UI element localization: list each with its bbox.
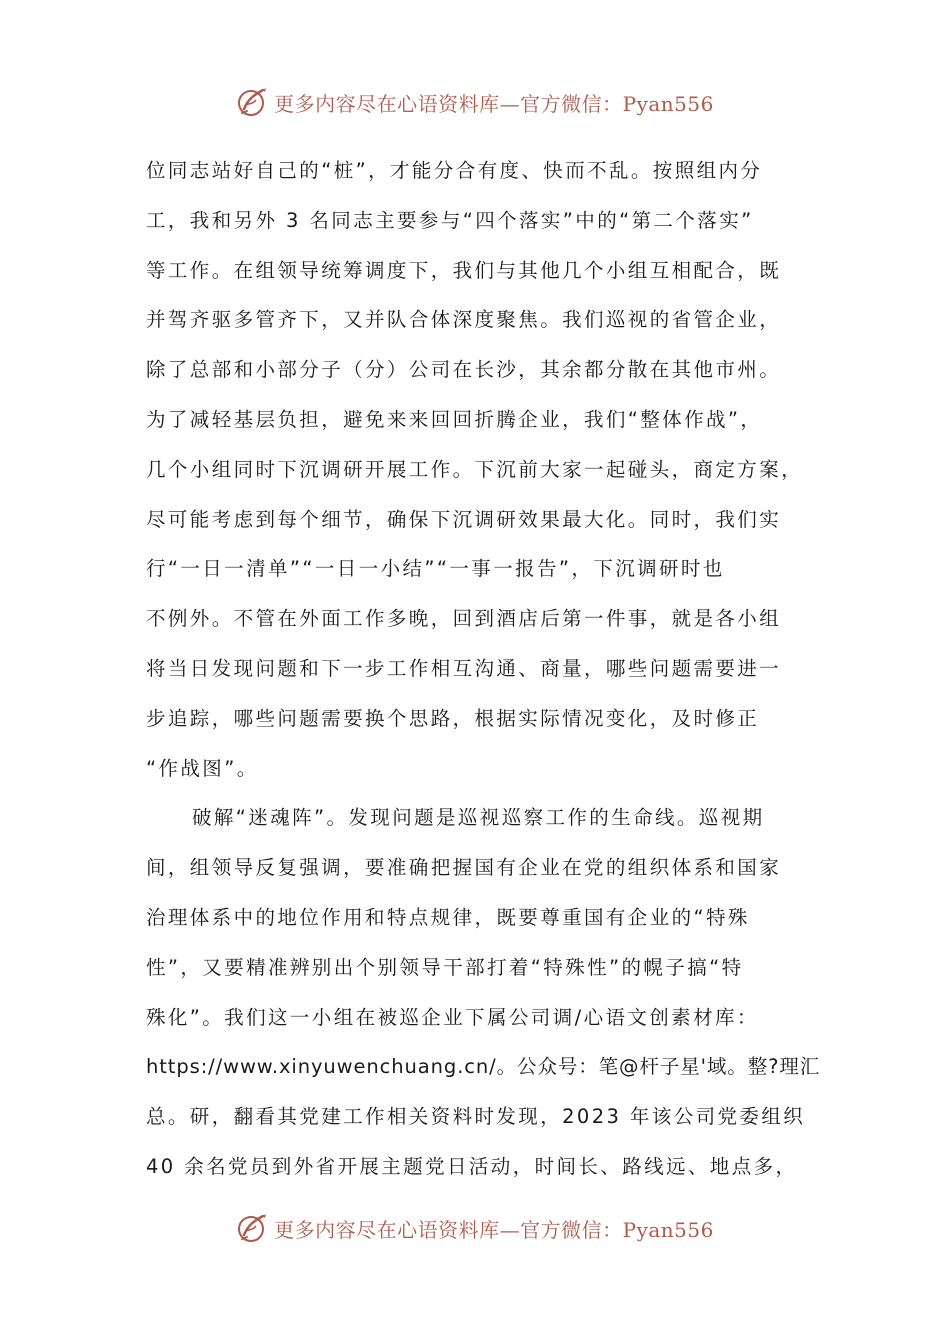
text-line: 间，组领导反复强调，要准确把握国有企业在党的组织体系和国家 <box>146 856 782 880</box>
document-body <box>146 146 826 1192</box>
text-line: “作战图”。 <box>146 756 259 780</box>
pen-logo-icon <box>236 85 270 119</box>
text-line: 除了总部和小部分子（分）公司在长沙，其余都分散在其他市州。 <box>146 358 782 382</box>
footer-watermark-banner <box>0 1208 950 1248</box>
text-line: 工，我和另外 3 名同志主要参与“四个落实”中的“第二个落实” <box>146 208 754 232</box>
header-watermark-banner <box>0 82 950 122</box>
text-line: 等工作。在组领导统筹调度下，我们与其他几个小组互相配合，既 <box>146 258 782 282</box>
text-line: 几个小组同时下沉调研开展工作。下沉前大家一起碰头，商定方案， <box>146 457 804 481</box>
text-line: 位同志站好自己的“桩”，才能分合有度、快而不乱。按照组内分 <box>146 159 763 182</box>
text-line: 步追踪，哪些问题需要换个思路，根据实际情况变化，及时修正 <box>146 706 760 730</box>
pen-logo-icon <box>236 1211 270 1245</box>
text-line: 行“一日一清单”“一日一小结”“一事一报告”，下沉调研时也 <box>146 557 725 581</box>
text-line: 将当日发现问题和下一步工作相互沟通、商量，哪些问题需要进一 <box>146 656 782 680</box>
text-line: 不例外。不管在外面工作多晚，回到酒店后第一件事，就是各小组 <box>146 607 782 631</box>
text-line: 并驾齐驱多管齐下，又并队合体深度聚焦。我们巡视的省管企业， <box>146 308 782 332</box>
text-line: 殊化”。我们这一小组在被巡企业下属公司调/心语文创素材库： <box>146 1005 759 1029</box>
text-line: 为了减轻基层负担，避免来来回回折腾企业，我们“整体作战”， <box>146 407 763 431</box>
header-banner-text: 更多内容尽在心语资料库—官方微信：Pyan556 <box>274 91 714 116</box>
text-line: 40 余名党员到外省开展主题党日活动，时间长、路线远、地点多， <box>146 1154 798 1178</box>
url-text-line: https://www.xinyuwenchuang.cn/。公众号：笔@杆子星'域。整?理汇 <box>146 1055 821 1079</box>
text-line: 性”，又要精准辨别出个别领导干部打着“特殊性”的幌子搞“特 <box>146 955 744 979</box>
paragraph-start-line: 破解“迷魂阵”。发现问题是巡视巡察工作的生命线。巡视期 <box>192 806 765 830</box>
text-line: 总。研，翻看其党建工作相关资料时发现，2023 年该公司党委组织 <box>146 1105 806 1129</box>
text-line: 尽可能考虑到每个细节，确保下沉调研效果最大化。同时，我们实 <box>146 507 782 531</box>
text-line: 治理体系中的地位作用和特点规律，既要尊重国有企业的“特殊 <box>146 905 750 929</box>
footer-banner-text: 更多内容尽在心语资料库—官方微信：Pyan556 <box>274 1217 714 1242</box>
